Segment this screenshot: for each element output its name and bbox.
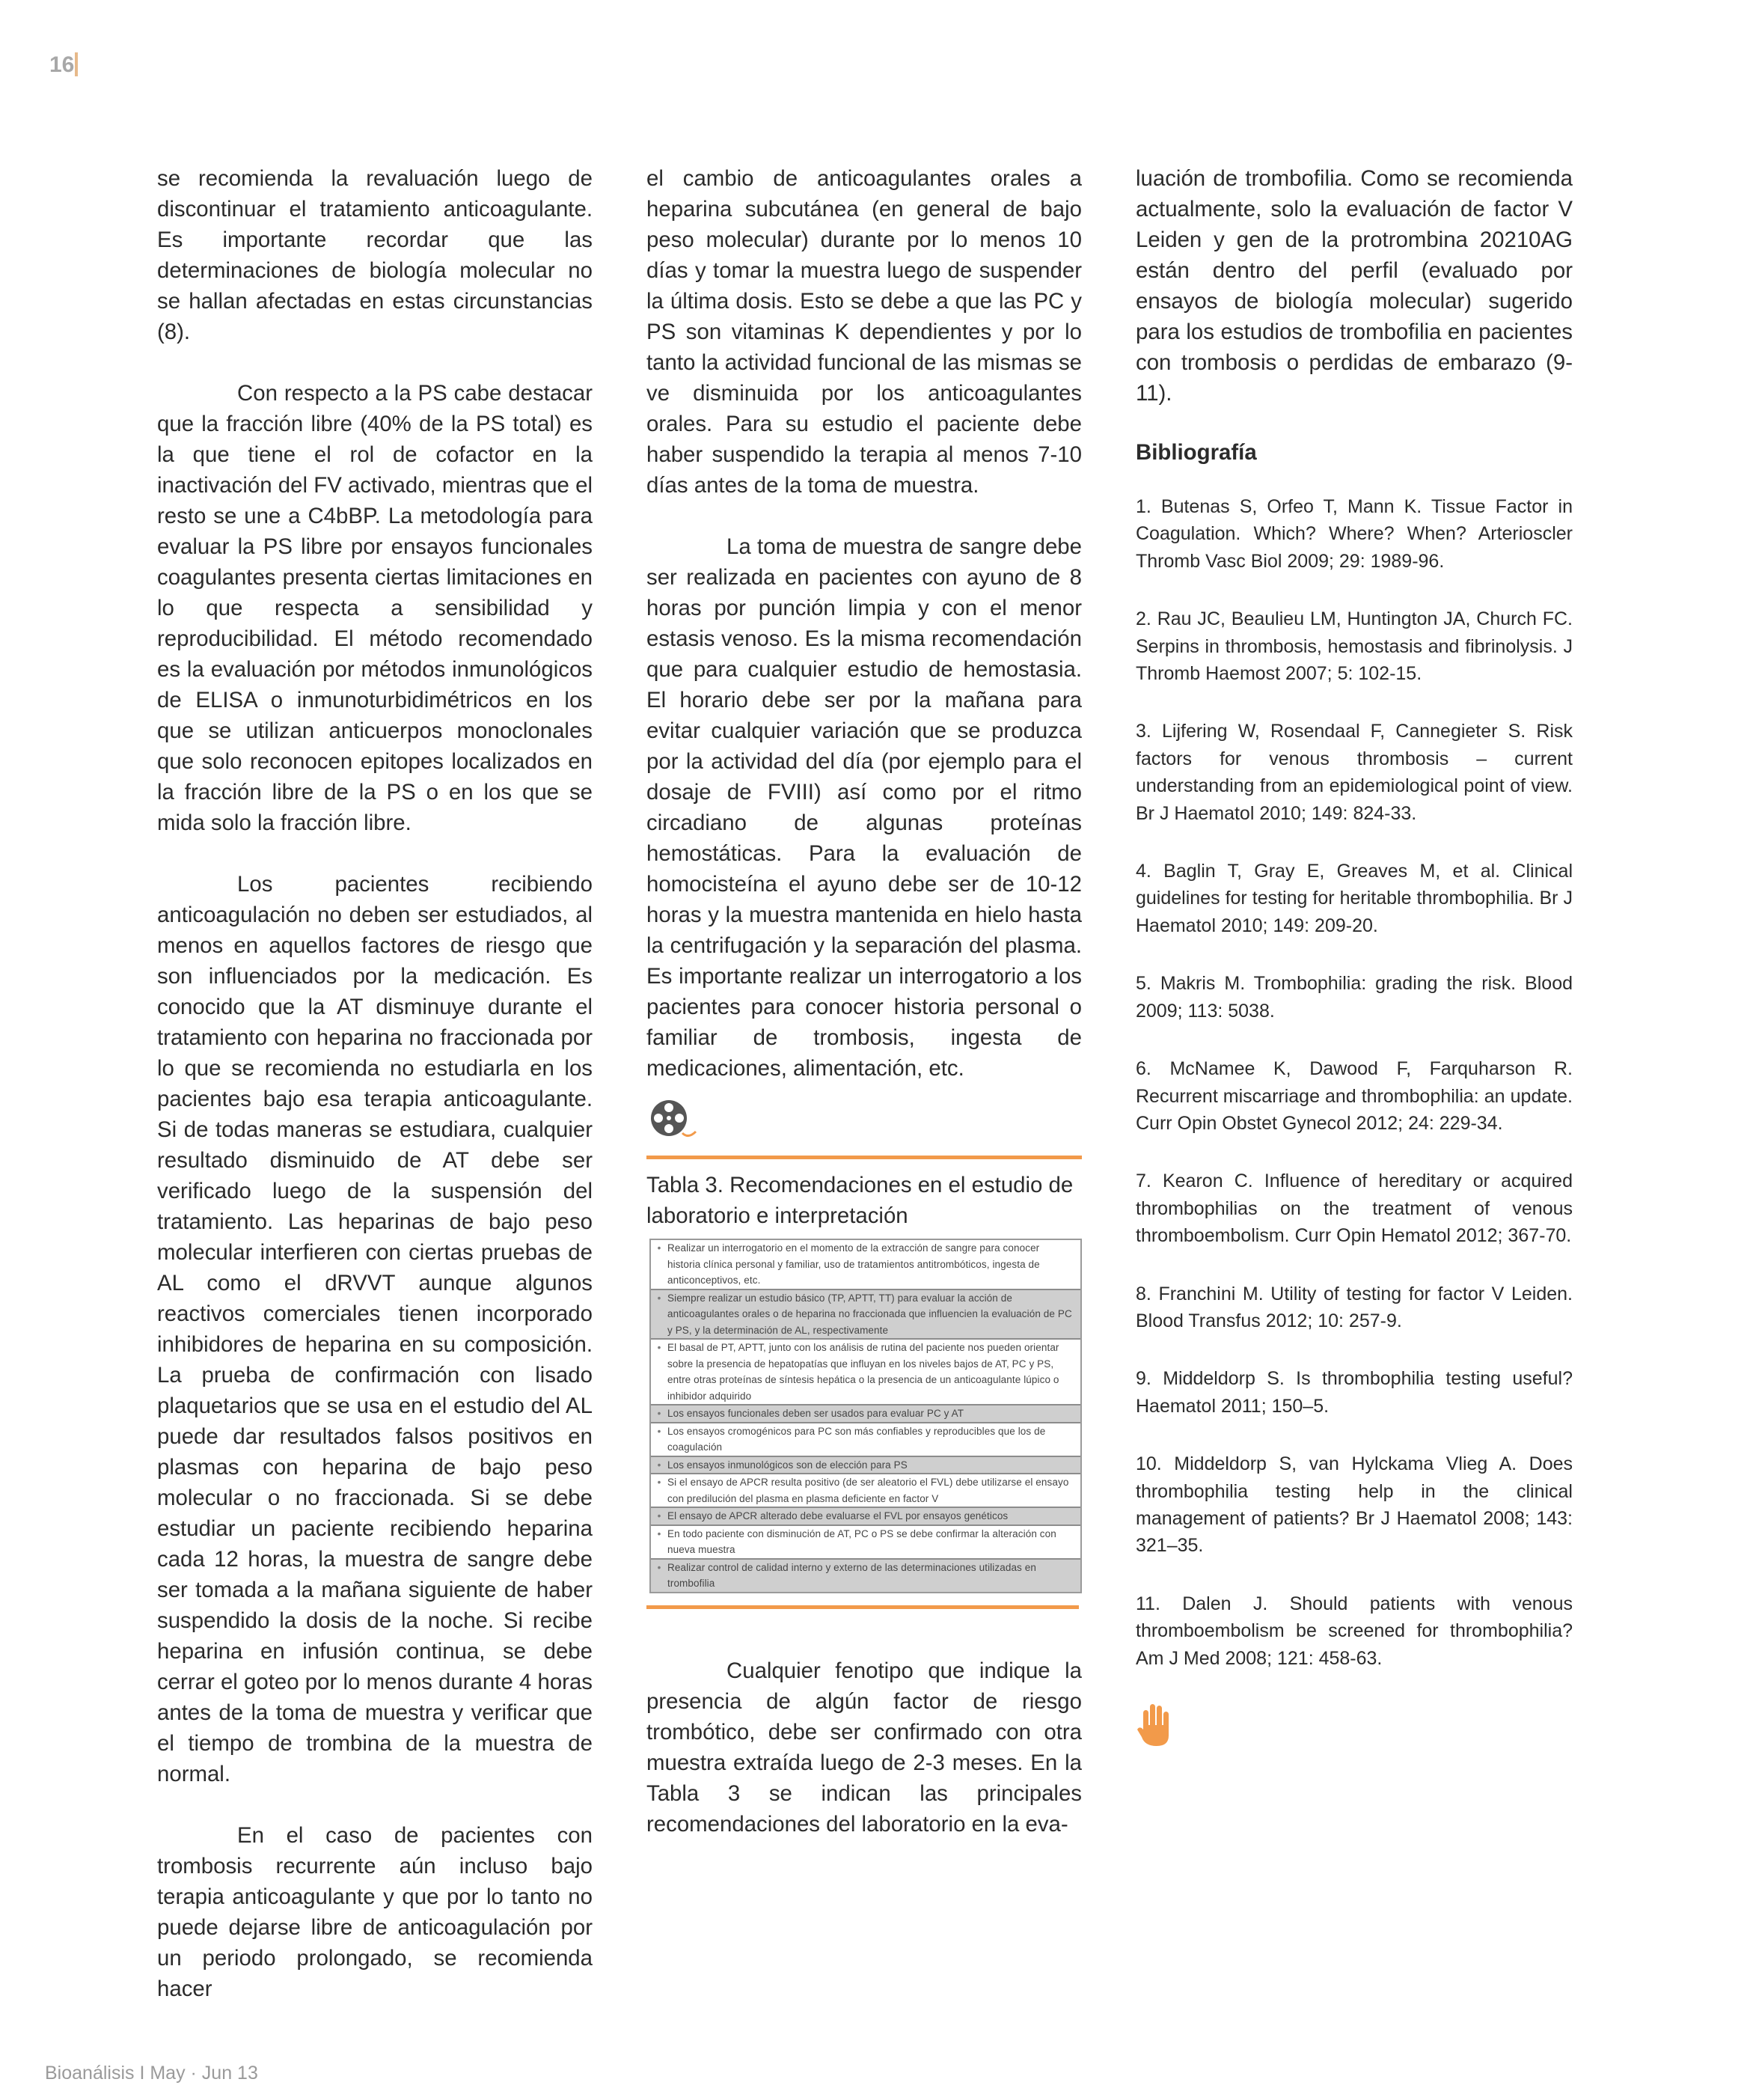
table-row bbox=[651, 1240, 1080, 1290]
table-row bbox=[651, 1340, 1080, 1405]
bibliography-entry: 8. Franchini M. Utility of testing for factor V Leiden. Blood Transfus 2012; 10: 257-9. bbox=[1136, 1283, 1573, 1331]
bibliography-entry: 11. Dalen J. Should patients with venous thromboembolism be screened for thrombophilia? Am J Med 2008; 121: 458-63. bbox=[1136, 1593, 1573, 1669]
table-bullet: • bbox=[657, 1477, 661, 1488]
bibliography-entry: 3. Lijfering W, Rosendaal F, Cannegieter S. Risk factors for venous thrombosis – current understanding from an epidemiological point of view. Br J Haematol 2010; 149: 824-33. bbox=[1136, 721, 1573, 824]
column-2 bbox=[646, 163, 1082, 1870]
table-bullet: • bbox=[657, 1561, 661, 1573]
table-bullet: • bbox=[657, 1408, 661, 1419]
bibliography-entry: 7. Kearon C. Influence of hereditary or acquired thrombophilias on the treatment of venous thromboembolism. Curr Opin Hematol 2012; 367-70. bbox=[1136, 1170, 1573, 1247]
col1-paragraph: se recomienda la revaluación luego de discontinuar el tratamiento anticoagulante. Es importante recordar que las determinaciones de biología molecular no se hallan afectadas en estas circunstancias (8). bbox=[157, 166, 593, 344]
table-row bbox=[651, 1457, 1080, 1475]
table-bullet: • bbox=[657, 1242, 661, 1254]
bibliography-entry: 4. Baglin T, Gray E, Greaves M, et al. Clinical guidelines for testing for heritable thrombophilia. Br J Haematol 2010; 149: 209-20. bbox=[1136, 861, 1573, 936]
table-cell: El basal de PT, APTT, junto con los análisis de rutina del paciente nos pueden orientar sobre la presencia de hepatopatías que influyan en los niveles bajos de AT, PC y PS, entre otras proteínas de síntesis hepática o la presencia de un anticoagulante lúpico o inhibidor adquirido bbox=[667, 1342, 1059, 1402]
table-row bbox=[651, 1474, 1080, 1508]
col2-paragraph: Cualquier fenotipo que indique la presencia de algún factor de riesgo trombótico, debe ser confirmado con otra muestra extraída luego de 2-3 meses. En la Tabla 3 se indican las principales recomendaciones del laboratorio en la eva- bbox=[646, 1658, 1082, 1837]
bibliography-entry: 2. Rau JC, Beaulieu LM, Huntington JA, Church FC. Serpins in thrombosis, hemostasis and fibrinolysis. J Thromb Haemost 2007; 5: 102-15. bbox=[1136, 608, 1573, 685]
bibliography-entry: 6. McNamee K, Dawood F, Farquharson R. Recurrent miscarriage and thrombophilia: an update. Curr Opin Obstet Gynecol 2012; 24: 229-34. bbox=[1136, 1058, 1573, 1134]
table-bottom-rule bbox=[646, 1605, 1079, 1609]
table-caption: Tabla 3. Recomendaciones en el estudio de laboratorio e interpretación bbox=[646, 1173, 1074, 1228]
table-cell: Realizar control de calidad interno y externo de las determinaciones utilizadas en trombofilia bbox=[667, 1561, 1036, 1589]
col1-paragraph: Los pacientes recibiendo anticoagulación no deben ser estudiados, al menos en aquellos factores de riesgo que son influenciados por la medicación. Es conocido que la AT disminuye durante el tratamiento con heparina no fraccionada por lo que se recomienda no estudiarla en los pacientes bajo esa terapia anticoagulante. Si de todas maneras se estudiara, cualquier resultado disminuido de AT debe ser verificado luego de la suspensión del tratamiento. Las heparinas de bajo peso molecular interfieren con ciertas pruebas de AL como el dRVVT aunque algunos reactivos comerciales tienen incorporado inhibidores de heparina en su composición. La prueba de confirmación con lisado plaquetarios que se usa en el estudio del AL puede dar resultados falsos positivos en plasmas con heparina de bajo peso molecular o no fraccionada. Si se debe estudiar un paciente recibiendo heparina cada 12 horas, la muestra de sangre debe ser tomada a la mañana siguiente de haber suspendido la dosis de la noche. Si recibe heparina en infusión continua, se debe cerrar el goteo por lo menos durante 4 horas antes de la toma de muestra y verificar que el tiempo de trombina de la muestra de normal. bbox=[157, 872, 593, 1786]
hand-icon bbox=[1137, 1703, 1175, 1748]
column-1 bbox=[157, 163, 593, 2035]
table-row bbox=[651, 1508, 1080, 1526]
bibliography-entry: 5. Makris M. Trombophilia: grading the risk. Blood 2009; 113: 5038. bbox=[1136, 973, 1573, 1022]
table-bullet: • bbox=[657, 1292, 661, 1304]
table-row bbox=[651, 1423, 1080, 1457]
table-bullet: • bbox=[657, 1510, 661, 1521]
col1-paragraph: Con respecto a la PS cabe destacar que la fracción libre (40% de la PS total) es la que tiene el rol de cofactor en la inactivación del FV activado, mientras que el resto se une a C4bBP. La metodología para evaluar la PS libre por ensayos funcionales coagulantes presenta ciertas limitaciones en lo que respecta a sensibilidad y reproducibilidad. El método recomendado es la evaluación por métodos inmunológicos de ELISA o inmunoturbidimétricos en los que se utilizan anticuerpos monoclonales que solo reconocen epitopes localizados en la fracción libre de la PS o en los que se mida solo la fracción libre. bbox=[157, 381, 593, 835]
page-number-mark bbox=[75, 52, 78, 76]
col2-paragraph: el cambio de anticoagulantes orales a heparina subcutánea (en general de bajo peso molecular) durante por lo menos 10 días y tomar la muestra luego de suspender la última dosis. Esto se debe a que las PC y PS son vitaminas K dependientes y por lo tanto la actividad funcional de las mismas se ve disminuida por los anticoagulantes orales. Para su estudio el paciente debe haber suspendido la terapia al menos 7-10 días antes de la toma de muestra. bbox=[646, 166, 1082, 498]
table-cell: Los ensayos cromogénicos para PC son más confiables y reproducibles que los de coagulación bbox=[667, 1425, 1046, 1453]
bibliography-list bbox=[1136, 493, 1573, 1672]
table-row bbox=[651, 1526, 1080, 1560]
bibliography-entry: 9. Middeldorp S. Is thrombophilia testing useful? Haematol 2011; 150–5. bbox=[1136, 1368, 1573, 1417]
bibliography-entry: 10. Middeldorp S, van Hylckama Vlieg A. Does thrombophilia testing help in the clinical management of patients? Br J Haematol 2008; 143: 321–35. bbox=[1136, 1453, 1573, 1557]
footer: Bioanálisis I May · Jun 13 bbox=[45, 2063, 258, 2084]
table-row bbox=[651, 1560, 1080, 1592]
table-bullet: • bbox=[657, 1527, 661, 1539]
table-cell: El ensayo de APCR alterado debe evaluarse el FVL por ensayos genéticos bbox=[667, 1510, 1009, 1521]
col1-paragraph: En el caso de pacientes con trombosis recurrente aún incluso bajo terapia anticoagulante y que por lo tanto no puede dejarse libre de anticoagulación por un periodo prolongado, se recomienda hacer bbox=[157, 1823, 593, 2001]
table-bullet: • bbox=[657, 1342, 661, 1353]
table-cell: Los ensayos inmunológicos son de elección para PS bbox=[667, 1459, 908, 1471]
column-3 bbox=[1136, 163, 1573, 1748]
table-top-rule bbox=[646, 1156, 1082, 1159]
recommendations-table bbox=[649, 1239, 1082, 1593]
table-cell: Si el ensayo de APCR resulta positivo (de ser aleatorio el FVL) debe utilizarse el ensayo con predilución del plasma en plasma deficiente en factor V bbox=[667, 1477, 1069, 1504]
col3-paragraph: luación de trombofilia. Como se recomienda actualmente, solo la evaluación de factor V Leiden y gen de la protrombina 20210AG están dentro del perfil (evaluado por ensayos de biología molecular) sugerido para los estudios de trombofilia en pacientes con trombosis o perdidas de embarazo (9-11). bbox=[1136, 166, 1573, 406]
table-row bbox=[651, 1405, 1080, 1423]
table-row bbox=[651, 1290, 1080, 1340]
table-cell: En todo paciente con disminución de AT, PC o PS se debe confirmar la alteración con nueva muestra bbox=[667, 1527, 1056, 1555]
film-reel-icon bbox=[648, 1097, 700, 1142]
table-cell: Realizar un interrogatorio en el momento de la extracción de sangre para conocer historia clínica personal y familiar, uso de tratamientos antitrombóticos, ingesta de anticonceptivos, etc. bbox=[667, 1242, 1040, 1286]
table-cell: Siempre realizar un estudio básico (TP, APTT, TT) para evaluar la acción de anticoagulantes orales o de heparina no fraccionada que influencien la evaluación de PC y PS, y la determinación de AL, respectivamente bbox=[667, 1292, 1072, 1336]
table-bullet: • bbox=[657, 1459, 661, 1471]
bibliography-entry: 1. Butenas S, Orfeo T, Mann K. Tissue Factor in Coagulation. Which? Where? When? Arterioscler Thromb Vasc Biol 2009; 29: 1989-96. bbox=[1136, 496, 1573, 572]
col2-paragraph: La toma de muestra de sangre debe ser realizada en pacientes con ayuno de 8 horas por punción limpia y con el menor estasis venoso. Es la misma recomendación que para cualquier estudio de hemostasia. El horario debe ser por la mañana para evitar cualquier variación que se produzca por la actividad del día (por ejemplo para el dosaje de FVIII) así como por el ritmo circadiano de algunas proteínas hemostáticas. Para la evaluación de homocisteína el ayuno debe ser de 10-12 horas y la muestra mantenida en hielo hasta la centrifugación y la separación del plasma. Es importante realizar un interrogatorio a los pacientes para conocer historia personal o familiar de trombosis, ingesta de medicaciones, alimentación, etc. bbox=[646, 534, 1082, 1081]
table-bullet: • bbox=[657, 1425, 661, 1437]
page-number: 16 bbox=[49, 52, 75, 77]
bibliography-title: Bibliografía bbox=[1136, 440, 1257, 465]
table-cell: Los ensayos funcionales deben ser usados para evaluar PC y AT bbox=[667, 1408, 964, 1419]
